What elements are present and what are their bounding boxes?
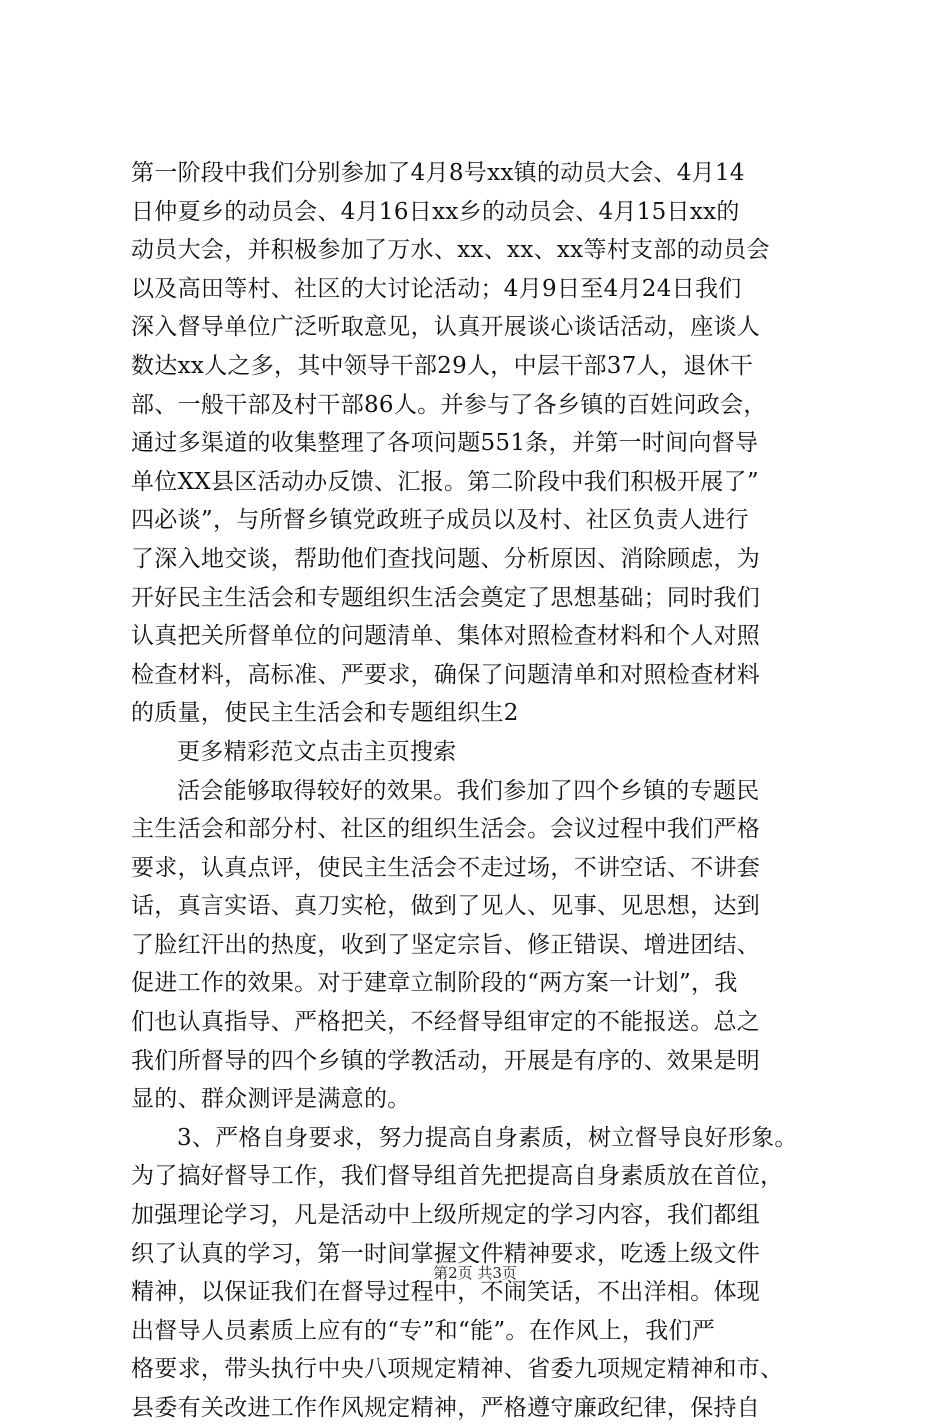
text-line: 检查材料，高标准、严要求，确保了问题清单和对照检查材料 xyxy=(131,661,761,688)
text-line: 认真把关所督单位的问题清单、集体对照检查材料和个人对照 xyxy=(131,623,761,650)
page-number-footer: 第2页 共3页 xyxy=(433,1264,517,1282)
text-line: 精神，以保证我们在督导过程中，不闹笑话，不出洋相。体现 xyxy=(131,1279,761,1306)
text-line: 主生活会和部分村、社区的组织生活会。会议过程中我们严格 xyxy=(131,816,761,843)
text-line: 动员大会，并积极参加了万水、xx、xx、xx等村支部的动员会 xyxy=(131,237,770,264)
text-line: 第一阶段中我们分别参加了4月8号xx镇的动员大会、4月14 xyxy=(131,160,745,186)
text-line: 我们所督导的四个乡镇的学教活动，开展是有序的、效果是明 xyxy=(131,1047,761,1074)
text-line: 深入督导单位广泛听取意见，认真开展谈心谈话活动，座谈人 xyxy=(131,314,761,341)
text-line: 了深入地交谈，帮助他们查找问题、分析原因、消除顾虑，为 xyxy=(131,545,761,572)
text-line: 通过多渠道的收集整理了各项问题551条，并第一时间向督导 xyxy=(131,430,759,457)
text-line: 的质量，使民主生活会和专题组织生2 xyxy=(131,700,519,727)
text-line: 显的、群众测评是满意的。 xyxy=(131,1086,411,1113)
text-line: 单位XX县区活动办反馈、汇报。第二阶段中我们积极开展了” xyxy=(131,468,759,495)
text-line: 县委有关改进工作作风规定精神，严格遵守廉政纪律，保持自 xyxy=(131,1395,761,1421)
text-line: 格要求，带头执行中央八项规定精神、省委九项规定精神和市、 xyxy=(131,1356,784,1383)
text-line: 活会能够取得较好的效果。我们参加了四个乡镇的专题民 xyxy=(177,777,760,804)
text-line: 织了认真的学习，第一时间掌握文件精神要求，吃透上级文件 xyxy=(131,1240,761,1267)
document-body xyxy=(131,154,831,1428)
text-line: 们也认真指导、严格把关，不经督导组审定的不能报送。总之 xyxy=(131,1009,761,1036)
promo-line: 更多精彩范文点击主页搜索 xyxy=(177,738,457,765)
text-line: 部、一般干部及村干部86人。并参与了各乡镇的百姓问政会， xyxy=(131,391,767,418)
text-line: 以及高田等村、社区的大讨论活动；4月9日至4月24日我们 xyxy=(131,275,742,302)
text-line: 了脸红汗出的热度，收到了坚定宗旨、修正错误、增进团结、 xyxy=(131,931,761,958)
text-line: 加强理论学习，凡是活动中上级所规定的学习内容，我们都组 xyxy=(131,1202,761,1229)
text-line: 为了搞好督导工作，我们督导组首先把提高自身素质放在首位， xyxy=(131,1163,784,1190)
text-line: 3、严格自身要求，努力提高自身素质，树立督导良好形象。 xyxy=(177,1124,798,1151)
text-line: 数达xx人之多，其中领导干部29人，中层干部37人，退休干 xyxy=(131,352,754,379)
text-line: 要求，认真点评，使民主生活会不走过场，不讲空话、不讲套 xyxy=(131,854,761,881)
text-line: 开好民主生活会和专题组织生活会奠定了思想基础；同时我们 xyxy=(131,584,761,611)
text-line: 话，真言实语、真刀实枪，做到了见人、见事、见思想，达到 xyxy=(131,893,761,920)
text-line: 四必谈”，与所督乡镇党政班子成员以及村、社区负责人进行 xyxy=(131,507,749,534)
text-line: 出督导人员素质上应有的“专”和“能”。在作风上，我们严 xyxy=(131,1317,716,1344)
text-line: 促进工作的效果。对于建章立制阶段的“两方案一计划”，我 xyxy=(131,970,738,997)
text-line: 日仲夏乡的动员会、4月16日xx乡的动员会、4月15日xx的 xyxy=(131,198,740,225)
